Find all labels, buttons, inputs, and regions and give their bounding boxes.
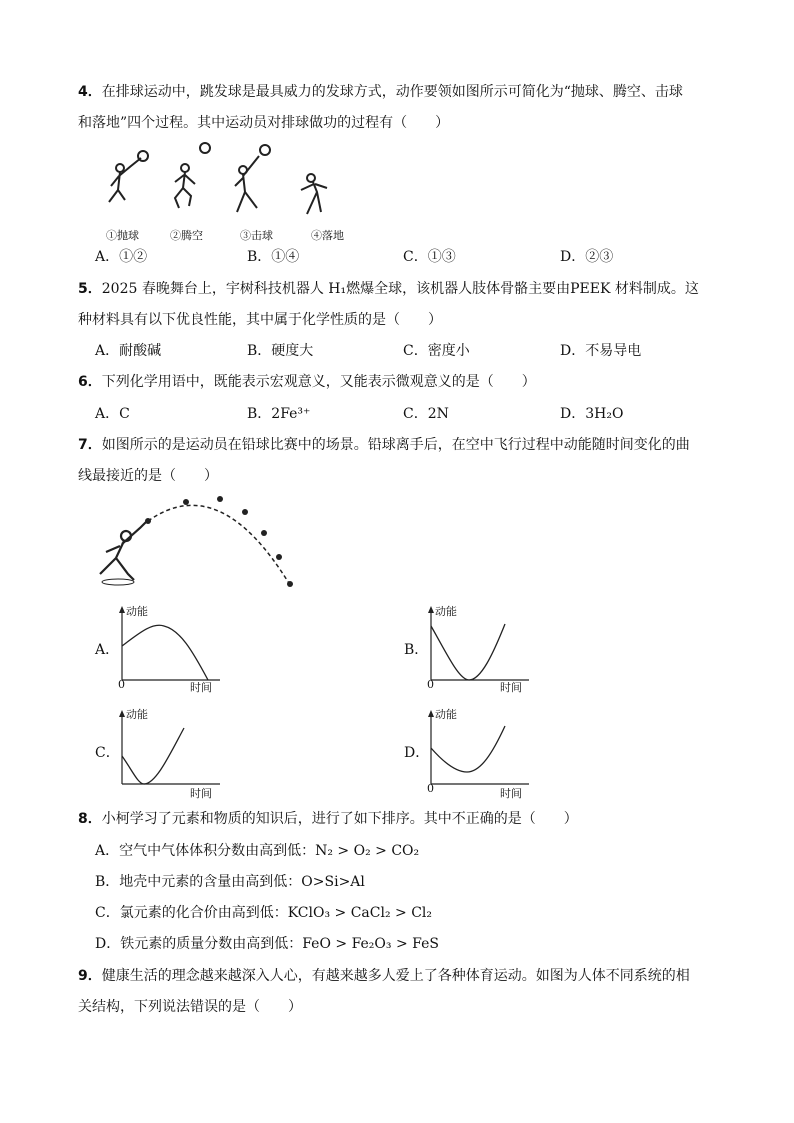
q5-line2: 种材料具有以下优良性能，其中属于化学性质的是（ ） <box>78 312 442 328</box>
q7-line1 <box>78 435 690 455</box>
q8-option-c[interactable]: C．氯元素的化合价由高到低：KClO₃ > CaCl₂ > Cl₂ <box>95 905 432 921</box>
q6-option-c[interactable]: C．2N <box>403 406 449 422</box>
q4-option-d[interactable]: D．②③ <box>560 249 614 265</box>
graph-c-xlabel: 时间 <box>190 787 212 800</box>
graph-c-curve <box>122 728 184 784</box>
graph-d-ylabel: 动能 <box>435 708 457 721</box>
q6-option-d[interactable]: D．3H₂O <box>560 406 624 422</box>
q4-number: 4． <box>78 84 102 100</box>
q8-option-a[interactable]: A．空气中气体体积分数由高到低：N₂ > O₂ > CO₂ <box>95 843 420 859</box>
q6-number: 6． <box>78 374 102 390</box>
hit-player-figure <box>235 145 270 212</box>
athlete-figure <box>100 522 146 585</box>
q4-line2: 和落地”四个过程。其中运动员对排球做功的过程有（ ） <box>78 115 450 131</box>
shot-put-figure <box>90 490 310 590</box>
toss-player-figure <box>109 151 148 202</box>
fig-label-jump: ②腾空 <box>170 229 203 242</box>
graph-a-letter[interactable]: A． <box>95 642 120 658</box>
q4-text-1: 在排球运动中，跳发球是最具威力的发球方式，动作要领如图所示可简化为“抛球、腾空、击球 <box>101 84 683 100</box>
graph-d-xlabel: 时间 <box>500 787 522 800</box>
q8-option-d[interactable]: D．铁元素的质量分数由高到低：FeO > Fe₂O₃ > FeS <box>95 936 439 952</box>
q7-line2: 线最接近的是（ ） <box>78 468 218 484</box>
q6-option-b[interactable]: B．2Fe³⁺ <box>247 406 311 422</box>
q6-line1 <box>78 372 536 392</box>
q4-option-c[interactable]: C．①③ <box>403 249 456 265</box>
q5-text-1: 2025 春晚舞台上，宇树科技机器人 H₁燃爆全球，该机器人肢体骨骼主要由PEEK 材料制成。这 <box>101 281 699 297</box>
graph-a-origin: 0 <box>118 678 125 691</box>
q7-text-1: 如图所示的是运动员在铅球比赛中的场景。铅球离手后，在空中飞行过程中动能随时间变化的曲 <box>101 437 690 453</box>
q9-line1 <box>78 966 690 986</box>
q5-option-d[interactable]: D．不易导电 <box>560 343 642 359</box>
q7-number: 7． <box>78 437 102 453</box>
graph-b-origin: 0 <box>427 678 434 691</box>
q9-text-1: 健康生活的理念越来越深入人心，有越来越多人爱上了各种体育运动。如图为人体不同系统的相 <box>101 968 690 984</box>
q5-option-a[interactable]: A．耐酸碱 <box>95 343 162 359</box>
shot-trajectory <box>148 505 290 585</box>
q5-number: 5． <box>78 281 102 297</box>
q4-line1 <box>78 82 683 102</box>
graph-c-ylabel: 动能 <box>126 708 148 721</box>
q6-text-1: 下列化学用语中，既能表示宏观意义，又能表示微观意义的是（ ） <box>101 374 536 390</box>
graph-d-letter[interactable]: D． <box>404 745 430 761</box>
q9-number: 9． <box>78 968 102 984</box>
q6-option-a[interactable]: A．C <box>95 406 130 422</box>
graph-a-ylabel: 动能 <box>126 605 148 618</box>
q4-option-a[interactable]: A．①② <box>95 249 148 265</box>
graph-c-letter[interactable]: C． <box>95 745 120 761</box>
fig-label-toss: ①抛球 <box>106 229 139 242</box>
graph-d-curve <box>431 726 505 772</box>
graph-d-origin: 0 <box>427 782 434 795</box>
graph-a-xlabel: 时间 <box>190 681 212 694</box>
q5-option-b[interactable]: B．硬度大 <box>247 343 314 359</box>
q5-line1 <box>78 279 699 299</box>
graph-a-curve <box>122 625 208 680</box>
q8-line1 <box>78 809 578 829</box>
fig-label-hit: ③击球 <box>240 229 273 242</box>
fig-label-land: ④落地 <box>311 229 344 242</box>
graph-b-xlabel: 时间 <box>500 681 522 694</box>
jump-player-figure <box>175 143 210 208</box>
graph-b-ylabel: 动能 <box>435 605 457 618</box>
q8-number: 8． <box>78 811 102 827</box>
q8-option-b[interactable]: B．地壳中元素的含量由高到低：O>Si>Al <box>95 874 365 890</box>
graph-b-curve <box>431 624 505 680</box>
graph-b-letter[interactable]: B． <box>404 642 429 658</box>
q5-option-c[interactable]: C．密度小 <box>403 343 470 359</box>
land-player-figure <box>301 174 327 214</box>
q9-line2: 关结构，下列说法错误的是（ ） <box>78 999 302 1015</box>
q8-text-1: 小柯学习了元素和物质的知识后，进行了如下排序。其中不正确的是（ ） <box>101 811 578 827</box>
q4-option-b[interactable]: B．①④ <box>247 249 300 265</box>
